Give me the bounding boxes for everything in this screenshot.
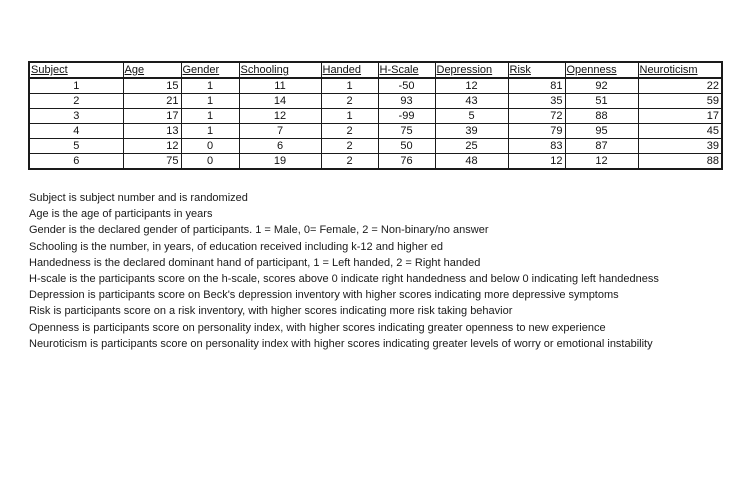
note-openness: Openness is participants score on personality index, with higher scores indicating greater openness to new experience [29, 321, 606, 334]
variable-descriptions [29, 190, 729, 352]
cell-gender: 1 [181, 109, 239, 124]
cell-depression: 43 [435, 94, 508, 109]
cell-schooling: 6 [239, 139, 321, 154]
cell-neuroticism: 88 [638, 154, 722, 170]
note-subject: Subject is subject number and is randomized [29, 192, 248, 204]
note-handedness: Handedness is the declared dominant hand of participant, 1 = Left handed, 2 = Right handed [29, 256, 481, 269]
note-depression: Depression is participants score on Beck's depression inventory with higher scores indicating more depressive symptoms [29, 289, 619, 302]
cell-depression: 48 [435, 154, 508, 170]
cell-depression: 25 [435, 139, 508, 154]
cell-handed: 2 [321, 124, 378, 139]
table-row [29, 94, 722, 109]
cell-depression: 5 [435, 109, 508, 124]
column-header-risk: Risk [508, 62, 565, 78]
cell-h-scale: -99 [378, 109, 435, 124]
cell-handed: 2 [321, 94, 378, 109]
column-header-age: Age [123, 62, 181, 78]
cell-neuroticism: 22 [638, 78, 722, 94]
cell-schooling: 7 [239, 124, 321, 139]
table-header-row [29, 62, 722, 78]
cell-risk: 12 [508, 154, 565, 170]
table-row [29, 78, 722, 94]
cell-risk: 81 [508, 78, 565, 94]
cell-gender: 1 [181, 78, 239, 94]
cell-handed: 2 [321, 139, 378, 154]
cell-h-scale: 50 [378, 139, 435, 154]
cell-openness: 12 [565, 154, 638, 170]
cell-neuroticism: 17 [638, 109, 722, 124]
cell-openness: 95 [565, 124, 638, 139]
cell-risk: 35 [508, 94, 565, 109]
cell-subject: 6 [29, 154, 123, 170]
note-neuroticism: Neuroticism is participants score on personality index with higher scores indicating greater levels of worry or emotional instability [29, 337, 653, 350]
table-row [29, 109, 722, 124]
cell-neuroticism: 39 [638, 139, 722, 154]
cell-age: 21 [123, 94, 181, 109]
cell-depression: 12 [435, 78, 508, 94]
cell-handed: 1 [321, 109, 378, 124]
cell-openness: 51 [565, 94, 638, 109]
cell-schooling: 14 [239, 94, 321, 109]
cell-h-scale: 93 [378, 94, 435, 109]
cell-gender: 1 [181, 124, 239, 139]
column-header-schooling: Schooling [239, 62, 321, 78]
cell-age: 12 [123, 139, 181, 154]
column-header-h-scale: H-Scale [378, 62, 435, 78]
cell-subject: 5 [29, 139, 123, 154]
note-schooling: Schooling is the number, in years, of education received including k-12 and higher ed [29, 240, 443, 253]
cell-risk: 72 [508, 109, 565, 124]
column-header-subject: Subject [29, 62, 123, 78]
note-gender: Gender is the declared gender of participants. 1 = Male, 0= Female, 2 = Non-binary/no answer [29, 224, 489, 237]
cell-schooling: 12 [239, 109, 321, 124]
cell-risk: 79 [508, 124, 565, 139]
note-h-scale: H-scale is the participants score on the h-scale, scores above 0 indicate right handedness and below 0 indicating left handedness [29, 273, 659, 286]
table-row [29, 154, 722, 170]
table-row [29, 139, 722, 154]
cell-h-scale: 76 [378, 154, 435, 170]
cell-subject: 3 [29, 109, 123, 124]
note-age: Age is the age of participants in years [29, 208, 213, 221]
table-row [29, 124, 722, 139]
cell-openness: 87 [565, 139, 638, 154]
cell-h-scale: 75 [378, 124, 435, 139]
cell-age: 17 [123, 109, 181, 124]
column-header-handed: Handed [321, 62, 378, 78]
column-header-gender: Gender [181, 62, 239, 78]
cell-subject: 1 [29, 78, 123, 94]
cell-handed: 2 [321, 154, 378, 170]
cell-neuroticism: 45 [638, 124, 722, 139]
cell-age: 15 [123, 78, 181, 94]
cell-schooling: 19 [239, 154, 321, 170]
cell-subject: 4 [29, 124, 123, 139]
cell-risk: 83 [508, 139, 565, 154]
participant-data-table [28, 61, 723, 170]
cell-age: 13 [123, 124, 181, 139]
cell-schooling: 11 [239, 78, 321, 94]
note-risk: Risk is participants score on a risk inventory, with higher scores indicating more risk taking behavior [29, 305, 513, 318]
cell-age: 75 [123, 154, 181, 170]
column-header-openness: Openness [565, 62, 638, 78]
cell-neuroticism: 59 [638, 94, 722, 109]
cell-depression: 39 [435, 124, 508, 139]
column-header-depression: Depression [435, 62, 508, 78]
cell-gender: 0 [181, 139, 239, 154]
cell-subject: 2 [29, 94, 123, 109]
cell-openness: 92 [565, 78, 638, 94]
column-header-neuroticism: Neuroticism [638, 62, 722, 78]
cell-gender: 0 [181, 154, 239, 170]
cell-openness: 88 [565, 109, 638, 124]
cell-handed: 1 [321, 78, 378, 94]
cell-gender: 1 [181, 94, 239, 109]
cell-h-scale: -50 [378, 78, 435, 94]
